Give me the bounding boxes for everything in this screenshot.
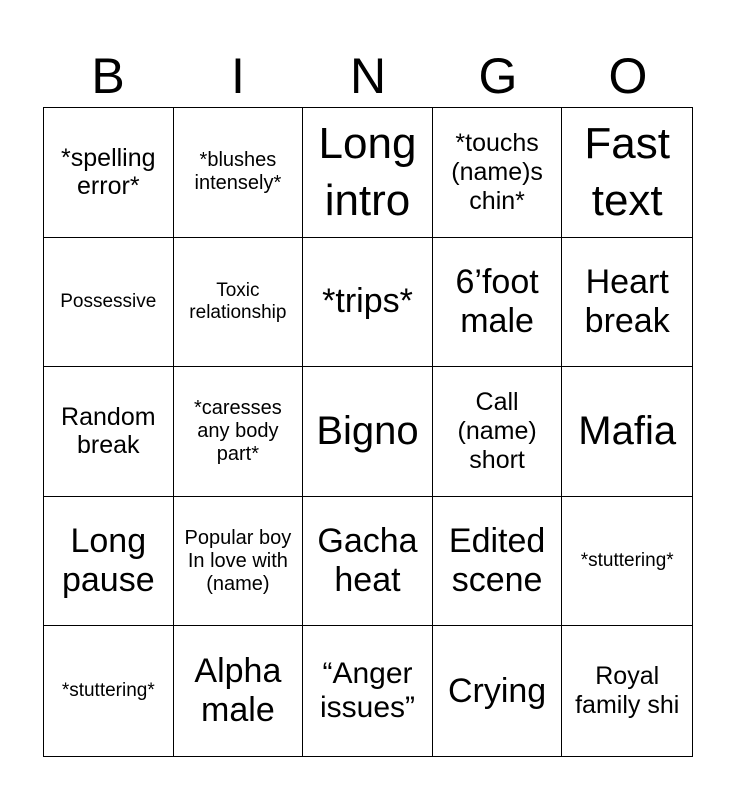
bingo-cell[interactable]: Bigno (303, 367, 433, 497)
bingo-cell[interactable]: *stuttering* (562, 497, 692, 627)
header-letter-g: G (478, 48, 518, 104)
bingo-cell[interactable]: Gacha heat (303, 497, 433, 627)
bingo-header (43, 46, 693, 106)
bingo-cell[interactable]: Mafia (562, 367, 692, 497)
bingo-cell[interactable]: *stuttering* (44, 626, 174, 756)
header-letter-n: N (349, 48, 387, 104)
bingo-cell[interactable]: Possessive (44, 238, 174, 368)
header-letter-b: B (91, 48, 125, 104)
bingo-cell[interactable]: “Anger issues” (303, 626, 433, 756)
bingo-cell[interactable]: Toxic relationship (174, 238, 304, 368)
bingo-cell[interactable]: Crying (433, 626, 563, 756)
bingo-cell[interactable]: *caresses any body part* (174, 367, 304, 497)
bingo-cell[interactable]: Long pause (44, 497, 174, 627)
bingo-cell[interactable]: Edited scene (433, 497, 563, 627)
bingo-cell[interactable]: *spelling error* (44, 108, 174, 238)
bingo-cell[interactable]: *touchs (name)s chin* (433, 108, 563, 238)
bingo-cell[interactable]: Long intro (303, 108, 433, 238)
bingo-cell[interactable]: *blushes intensely* (174, 108, 304, 238)
bingo-board (43, 107, 693, 757)
bingo-cell[interactable]: Random break (44, 367, 174, 497)
bingo-cell[interactable]: Fast text (562, 108, 692, 238)
bingo-cell[interactable]: *trips* (303, 238, 433, 368)
header-letter-o: O (608, 48, 648, 104)
bingo-cell[interactable]: Alpha male (174, 626, 304, 756)
header-letter-i: I (231, 48, 245, 104)
bingo-cell[interactable]: Royal family shi (575, 662, 680, 720)
bingo-cell[interactable]: 6’foot male (433, 238, 563, 368)
bingo-cell[interactable]: Popular boy In love with (name) (174, 497, 304, 627)
bingo-cell[interactable]: Heart break (562, 238, 692, 368)
bingo-cell[interactable]: Call (name) short (433, 367, 563, 497)
